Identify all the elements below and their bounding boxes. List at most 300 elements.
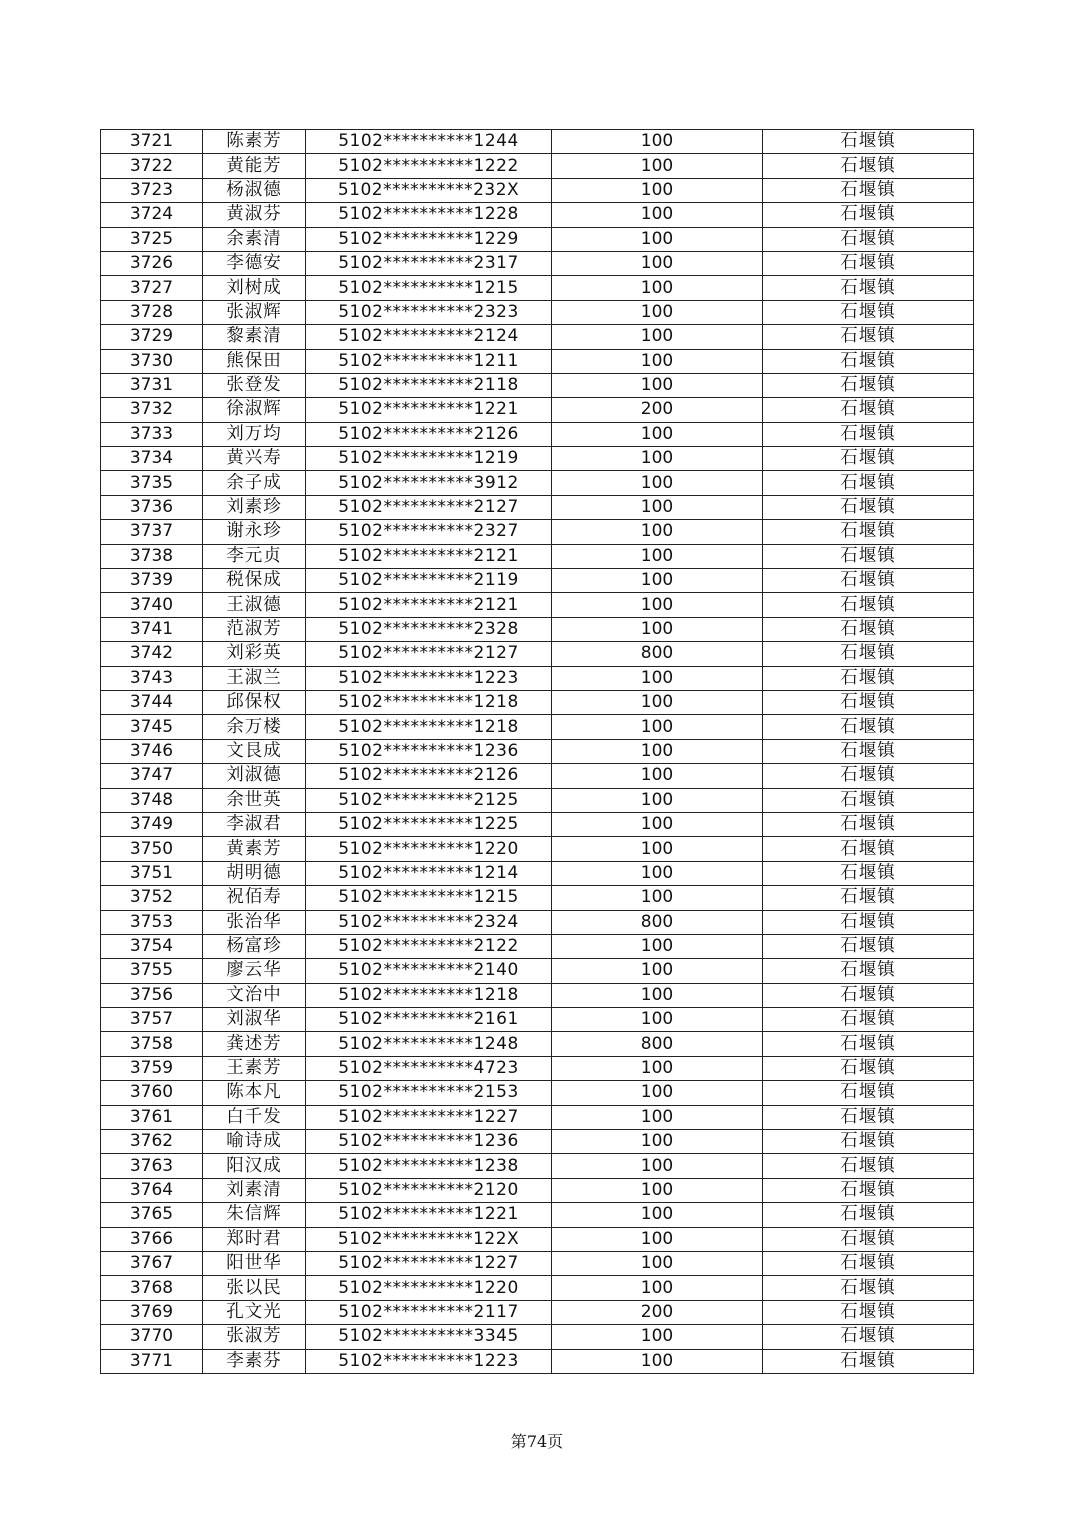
town-cell: 石堰镇 [763, 861, 974, 885]
table-row [101, 837, 974, 861]
table-row [101, 1032, 974, 1056]
id-number-cell: 5102**********2327 [306, 520, 552, 544]
amount-cell: 100 [552, 983, 763, 1007]
person-name-cell: 张以民 [203, 1276, 306, 1300]
row-number-cell: 3733 [101, 422, 203, 446]
amount-cell: 100 [552, 1251, 763, 1275]
town-cell: 石堰镇 [763, 471, 974, 495]
table-row [101, 447, 974, 471]
town-cell: 石堰镇 [763, 520, 974, 544]
person-name-cell: 祝佰寿 [203, 886, 306, 910]
row-number-cell: 3747 [101, 764, 203, 788]
town-cell: 石堰镇 [763, 1081, 974, 1105]
town-cell: 石堰镇 [763, 910, 974, 934]
amount-cell: 100 [552, 1154, 763, 1178]
id-number-cell: 5102**********1214 [306, 861, 552, 885]
row-number-cell: 3736 [101, 495, 203, 519]
row-number-cell: 3732 [101, 398, 203, 422]
town-cell: 石堰镇 [763, 251, 974, 275]
town-cell: 石堰镇 [763, 422, 974, 446]
id-number-cell: 5102**********1221 [306, 398, 552, 422]
table-row [101, 349, 974, 373]
table-row [101, 1203, 974, 1227]
amount-cell: 100 [552, 1227, 763, 1251]
person-name-cell: 杨淑德 [203, 178, 306, 202]
table-row [101, 1325, 974, 1349]
row-number-cell: 3766 [101, 1227, 203, 1251]
table-row [101, 1276, 974, 1300]
table-row [101, 739, 974, 763]
row-number-cell: 3728 [101, 300, 203, 324]
town-cell: 石堰镇 [763, 1105, 974, 1129]
person-name-cell: 孔文光 [203, 1300, 306, 1324]
person-name-cell: 谢永珍 [203, 520, 306, 544]
amount-cell: 100 [552, 837, 763, 861]
amount-cell: 100 [552, 325, 763, 349]
table-row [101, 690, 974, 714]
id-number-cell: 5102**********2140 [306, 959, 552, 983]
person-name-cell: 范淑芳 [203, 617, 306, 641]
amount-cell: 100 [552, 1056, 763, 1080]
person-name-cell: 陈素芳 [203, 130, 306, 154]
amount-cell: 100 [552, 788, 763, 812]
person-name-cell: 熊保田 [203, 349, 306, 373]
person-name-cell: 黄素芳 [203, 837, 306, 861]
id-number-cell: 5102**********1228 [306, 203, 552, 227]
id-number-cell: 5102**********2126 [306, 764, 552, 788]
town-cell: 石堰镇 [763, 495, 974, 519]
table-row [101, 471, 974, 495]
town-cell: 石堰镇 [763, 837, 974, 861]
id-number-cell: 5102**********1238 [306, 1154, 552, 1178]
id-number-cell: 5102**********1215 [306, 886, 552, 910]
person-name-cell: 徐淑辉 [203, 398, 306, 422]
amount-cell: 800 [552, 1032, 763, 1056]
town-cell: 石堰镇 [763, 300, 974, 324]
id-number-cell: 5102**********1219 [306, 447, 552, 471]
table-row [101, 861, 974, 885]
amount-cell: 800 [552, 642, 763, 666]
person-name-cell: 张登发 [203, 373, 306, 397]
id-number-cell: 5102**********2117 [306, 1300, 552, 1324]
town-cell: 石堰镇 [763, 203, 974, 227]
table-row [101, 178, 974, 202]
amount-cell: 100 [552, 1081, 763, 1105]
table-row [101, 812, 974, 836]
id-number-cell: 5102**********2161 [306, 1008, 552, 1032]
id-number-cell: 5102**********1218 [306, 690, 552, 714]
town-cell: 石堰镇 [763, 959, 974, 983]
amount-cell: 100 [552, 715, 763, 739]
id-number-cell: 5102**********3912 [306, 471, 552, 495]
row-number-cell: 3738 [101, 544, 203, 568]
amount-cell: 200 [552, 398, 763, 422]
amount-cell: 100 [552, 495, 763, 519]
town-cell: 石堰镇 [763, 666, 974, 690]
table-row [101, 642, 974, 666]
town-cell: 石堰镇 [763, 1178, 974, 1202]
id-number-cell: 5102**********2324 [306, 910, 552, 934]
row-number-cell: 3753 [101, 910, 203, 934]
id-number-cell: 5102**********2317 [306, 251, 552, 275]
table-row [101, 983, 974, 1007]
table-row [101, 569, 974, 593]
id-number-cell: 5102**********1218 [306, 983, 552, 1007]
table-row [101, 1227, 974, 1251]
amount-cell: 100 [552, 739, 763, 763]
row-number-cell: 3754 [101, 934, 203, 958]
table-row [101, 959, 974, 983]
person-name-cell: 张淑辉 [203, 300, 306, 324]
town-cell: 石堰镇 [763, 1227, 974, 1251]
table-row [101, 1130, 974, 1154]
id-number-cell: 5102**********2127 [306, 642, 552, 666]
amount-cell: 100 [552, 666, 763, 690]
id-number-cell: 5102**********2153 [306, 1081, 552, 1105]
person-name-cell: 刘素清 [203, 1178, 306, 1202]
town-cell: 石堰镇 [763, 1130, 974, 1154]
id-number-cell: 5102**********4723 [306, 1056, 552, 1080]
id-number-cell: 5102**********1215 [306, 276, 552, 300]
table-row [101, 373, 974, 397]
town-cell: 石堰镇 [763, 398, 974, 422]
town-cell: 石堰镇 [763, 276, 974, 300]
table-row [101, 910, 974, 934]
person-name-cell: 刘素珍 [203, 495, 306, 519]
row-number-cell: 3761 [101, 1105, 203, 1129]
row-number-cell: 3751 [101, 861, 203, 885]
id-number-cell: 5102**********1227 [306, 1105, 552, 1129]
row-number-cell: 3741 [101, 617, 203, 641]
town-cell: 石堰镇 [763, 1154, 974, 1178]
town-cell: 石堰镇 [763, 544, 974, 568]
town-cell: 石堰镇 [763, 130, 974, 154]
amount-cell: 100 [552, 1349, 763, 1373]
row-number-cell: 3743 [101, 666, 203, 690]
row-number-cell: 3737 [101, 520, 203, 544]
table-row [101, 1081, 974, 1105]
id-number-cell: 5102**********1221 [306, 1203, 552, 1227]
person-name-cell: 杨富珍 [203, 934, 306, 958]
page-number: 74 [526, 1432, 548, 1451]
table-row [101, 1251, 974, 1275]
person-name-cell: 黄兴寿 [203, 447, 306, 471]
amount-cell: 100 [552, 959, 763, 983]
town-cell: 石堰镇 [763, 715, 974, 739]
person-name-cell: 刘彩英 [203, 642, 306, 666]
person-name-cell: 王淑德 [203, 593, 306, 617]
id-number-cell: 5102**********232X [306, 178, 552, 202]
page-suffix: 页 [547, 1432, 564, 1451]
id-number-cell: 5102**********2323 [306, 300, 552, 324]
row-number-cell: 3734 [101, 447, 203, 471]
town-cell: 石堰镇 [763, 1300, 974, 1324]
id-number-cell: 5102**********2125 [306, 788, 552, 812]
row-number-cell: 3731 [101, 373, 203, 397]
id-number-cell: 5102**********1220 [306, 837, 552, 861]
person-name-cell: 阳汉成 [203, 1154, 306, 1178]
row-number-cell: 3755 [101, 959, 203, 983]
id-number-cell: 5102**********1223 [306, 666, 552, 690]
town-cell: 石堰镇 [763, 569, 974, 593]
table-row [101, 251, 974, 275]
amount-cell: 100 [552, 1130, 763, 1154]
row-number-cell: 3759 [101, 1056, 203, 1080]
person-name-cell: 黄淑芬 [203, 203, 306, 227]
table-row [101, 325, 974, 349]
town-cell: 石堰镇 [763, 788, 974, 812]
amount-cell: 100 [552, 1203, 763, 1227]
town-cell: 石堰镇 [763, 642, 974, 666]
row-number-cell: 3749 [101, 812, 203, 836]
row-number-cell: 3765 [101, 1203, 203, 1227]
table-row [101, 1008, 974, 1032]
id-number-cell: 5102**********1225 [306, 812, 552, 836]
person-name-cell: 税保成 [203, 569, 306, 593]
row-number-cell: 3762 [101, 1130, 203, 1154]
person-name-cell: 喻诗成 [203, 1130, 306, 1154]
row-number-cell: 3756 [101, 983, 203, 1007]
row-number-cell: 3763 [101, 1154, 203, 1178]
table-row [101, 276, 974, 300]
amount-cell: 100 [552, 154, 763, 178]
amount-cell: 100 [552, 251, 763, 275]
town-cell: 石堰镇 [763, 1008, 974, 1032]
person-name-cell: 刘树成 [203, 276, 306, 300]
amount-cell: 100 [552, 861, 763, 885]
id-number-cell: 5102**********2120 [306, 1178, 552, 1202]
town-cell: 石堰镇 [763, 886, 974, 910]
row-number-cell: 3768 [101, 1276, 203, 1300]
amount-cell: 100 [552, 1276, 763, 1300]
table-row [101, 788, 974, 812]
amount-cell: 100 [552, 1325, 763, 1349]
town-cell: 石堰镇 [763, 1276, 974, 1300]
id-number-cell: 5102**********2119 [306, 569, 552, 593]
town-cell: 石堰镇 [763, 1056, 974, 1080]
table-row [101, 617, 974, 641]
person-name-cell: 刘淑德 [203, 764, 306, 788]
table-row [101, 666, 974, 690]
table-row [101, 203, 974, 227]
row-number-cell: 3750 [101, 837, 203, 861]
amount-cell: 100 [552, 349, 763, 373]
amount-cell: 100 [552, 130, 763, 154]
table-row [101, 495, 974, 519]
table-row [101, 715, 974, 739]
person-name-cell: 文艮成 [203, 739, 306, 763]
table-row [101, 1178, 974, 1202]
id-number-cell: 5102**********1229 [306, 227, 552, 251]
town-cell: 石堰镇 [763, 1349, 974, 1373]
row-number-cell: 3752 [101, 886, 203, 910]
table-row [101, 886, 974, 910]
table-row [101, 1300, 974, 1324]
id-number-cell: 5102**********1227 [306, 1251, 552, 1275]
person-name-cell: 邱保权 [203, 690, 306, 714]
amount-cell: 100 [552, 690, 763, 714]
table-row [101, 1105, 974, 1129]
amount-cell: 100 [552, 569, 763, 593]
row-number-cell: 3748 [101, 788, 203, 812]
town-cell: 石堰镇 [763, 739, 974, 763]
row-number-cell: 3724 [101, 203, 203, 227]
person-name-cell: 阳世华 [203, 1251, 306, 1275]
id-number-cell: 5102**********1244 [306, 130, 552, 154]
town-cell: 石堰镇 [763, 1251, 974, 1275]
town-cell: 石堰镇 [763, 178, 974, 202]
amount-cell: 100 [552, 764, 763, 788]
row-number-cell: 3746 [101, 739, 203, 763]
person-name-cell: 王淑兰 [203, 666, 306, 690]
town-cell: 石堰镇 [763, 593, 974, 617]
town-cell: 石堰镇 [763, 764, 974, 788]
person-name-cell: 王素芳 [203, 1056, 306, 1080]
id-number-cell: 5102**********2328 [306, 617, 552, 641]
amount-cell: 100 [552, 520, 763, 544]
row-number-cell: 3723 [101, 178, 203, 202]
id-number-cell: 5102**********122X [306, 1227, 552, 1251]
table-row [101, 422, 974, 446]
id-number-cell: 5102**********2127 [306, 495, 552, 519]
table-row [101, 764, 974, 788]
person-name-cell: 张治华 [203, 910, 306, 934]
table-row [101, 1056, 974, 1080]
amount-cell: 100 [552, 276, 763, 300]
person-name-cell: 刘淑华 [203, 1008, 306, 1032]
town-cell: 石堰镇 [763, 1203, 974, 1227]
person-name-cell: 李素芬 [203, 1349, 306, 1373]
amount-cell: 100 [552, 934, 763, 958]
id-number-cell: 5102**********1220 [306, 1276, 552, 1300]
amount-cell: 100 [552, 617, 763, 641]
id-number-cell: 5102**********1248 [306, 1032, 552, 1056]
town-cell: 石堰镇 [763, 617, 974, 641]
row-number-cell: 3727 [101, 276, 203, 300]
town-cell: 石堰镇 [763, 447, 974, 471]
amount-cell: 100 [552, 422, 763, 446]
row-number-cell: 3722 [101, 154, 203, 178]
amount-cell: 100 [552, 812, 763, 836]
table-row [101, 1349, 974, 1373]
table-row [101, 398, 974, 422]
person-name-cell: 李元贞 [203, 544, 306, 568]
person-name-cell: 刘万均 [203, 422, 306, 446]
id-number-cell: 5102**********2121 [306, 544, 552, 568]
person-name-cell: 张淑芳 [203, 1325, 306, 1349]
amount-cell: 100 [552, 178, 763, 202]
row-number-cell: 3745 [101, 715, 203, 739]
row-number-cell: 3760 [101, 1081, 203, 1105]
id-number-cell: 5102**********1222 [306, 154, 552, 178]
person-name-cell: 李德安 [203, 251, 306, 275]
page-prefix: 第 [510, 1432, 527, 1451]
id-number-cell: 5102**********1236 [306, 1130, 552, 1154]
town-cell: 石堰镇 [763, 1325, 974, 1349]
row-number-cell: 3721 [101, 130, 203, 154]
person-name-cell: 陈本凡 [203, 1081, 306, 1105]
person-name-cell: 余世英 [203, 788, 306, 812]
id-number-cell: 5102**********1236 [306, 739, 552, 763]
person-name-cell: 朱信辉 [203, 1203, 306, 1227]
row-number-cell: 3725 [101, 227, 203, 251]
row-number-cell: 3739 [101, 569, 203, 593]
row-number-cell: 3729 [101, 325, 203, 349]
town-cell: 石堰镇 [763, 154, 974, 178]
row-number-cell: 3742 [101, 642, 203, 666]
amount-cell: 100 [552, 1105, 763, 1129]
town-cell: 石堰镇 [763, 812, 974, 836]
id-number-cell: 5102**********2121 [306, 593, 552, 617]
table-row [101, 300, 974, 324]
amount-cell: 100 [552, 471, 763, 495]
person-name-cell: 李淑君 [203, 812, 306, 836]
amount-cell: 200 [552, 1300, 763, 1324]
town-cell: 石堰镇 [763, 983, 974, 1007]
row-number-cell: 3769 [101, 1300, 203, 1324]
person-name-cell: 黎素清 [203, 325, 306, 349]
amount-cell: 100 [552, 544, 763, 568]
id-number-cell: 5102**********2118 [306, 373, 552, 397]
row-number-cell: 3735 [101, 471, 203, 495]
id-number-cell: 5102**********1218 [306, 715, 552, 739]
id-number-cell: 5102**********2122 [306, 934, 552, 958]
table-row [101, 934, 974, 958]
table-row [101, 130, 974, 154]
table-row [101, 520, 974, 544]
table-row [101, 1154, 974, 1178]
row-number-cell: 3770 [101, 1325, 203, 1349]
person-name-cell: 文治中 [203, 983, 306, 1007]
town-cell: 石堰镇 [763, 349, 974, 373]
amount-cell: 800 [552, 910, 763, 934]
town-cell: 石堰镇 [763, 325, 974, 349]
row-number-cell: 3764 [101, 1178, 203, 1202]
amount-cell: 100 [552, 373, 763, 397]
id-number-cell: 5102**********3345 [306, 1325, 552, 1349]
amount-cell: 100 [552, 300, 763, 324]
table-row [101, 593, 974, 617]
person-name-cell: 龚述芳 [203, 1032, 306, 1056]
person-name-cell: 白千发 [203, 1105, 306, 1129]
amount-cell: 100 [552, 1178, 763, 1202]
town-cell: 石堰镇 [763, 373, 974, 397]
person-name-cell: 余素清 [203, 227, 306, 251]
person-name-cell: 廖云华 [203, 959, 306, 983]
row-number-cell: 3757 [101, 1008, 203, 1032]
amount-cell: 100 [552, 886, 763, 910]
person-name-cell: 余万楼 [203, 715, 306, 739]
page-footer [0, 1429, 1074, 1452]
person-name-cell: 郑时君 [203, 1227, 306, 1251]
amount-cell: 100 [552, 1008, 763, 1032]
id-number-cell: 5102**********2124 [306, 325, 552, 349]
town-cell: 石堰镇 [763, 1032, 974, 1056]
id-number-cell: 5102**********1211 [306, 349, 552, 373]
person-name-cell: 胡明德 [203, 861, 306, 885]
amount-cell: 100 [552, 593, 763, 617]
row-number-cell: 3771 [101, 1349, 203, 1373]
table-row [101, 227, 974, 251]
row-number-cell: 3730 [101, 349, 203, 373]
table-body [101, 130, 974, 1374]
amount-cell: 100 [552, 203, 763, 227]
id-number-cell: 5102**********1223 [306, 1349, 552, 1373]
table-row [101, 544, 974, 568]
row-number-cell: 3767 [101, 1251, 203, 1275]
roster-table [100, 129, 974, 1374]
town-cell: 石堰镇 [763, 227, 974, 251]
